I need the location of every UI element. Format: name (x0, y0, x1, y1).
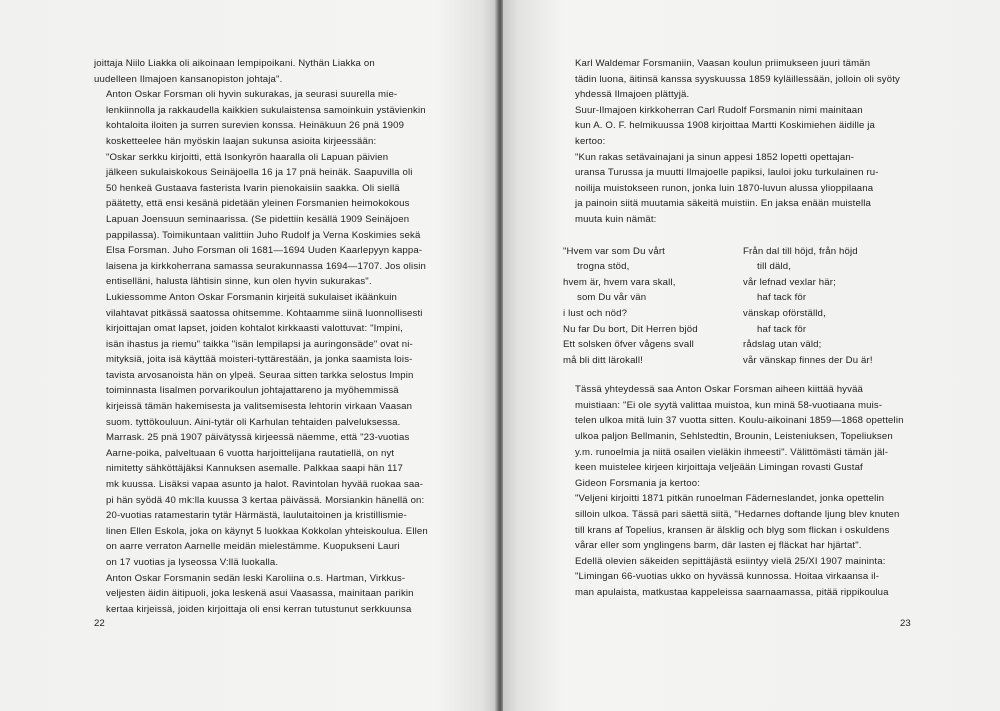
text-line: kertoo: (575, 135, 606, 147)
right-page-text (563, 56, 909, 601)
poem-line: rådslag utan väld; (743, 339, 822, 351)
text-line: mk kuussa. Lisäksi vapaa asunto ja halot. Ravintolan hyvää ruokaa saa- (106, 479, 424, 491)
text-line: telen ulkoa mitä luin 37 vuotta sitten. Koulu-aikoinani 1859—1868 opettelin (575, 415, 904, 427)
text-line: noilija muistokseen runon, jonka luin 1870-luvun alussa ylioppilaana (575, 182, 874, 194)
paragraph (563, 554, 909, 601)
paragraph (563, 150, 909, 228)
text-line: laisena ja kirkkoherrana samassa seurakunnassa 1694—1707. Jos olisin (106, 260, 427, 272)
paragraph (94, 56, 446, 87)
text-line: Tässä yhteydessä saa Anton Oskar Forsman aiheen kiittää hyvää (575, 384, 864, 396)
text-line: nimitetty sähköttäjäksi Kannuksen asemalle. Palkkaa saapi hän 117 (106, 463, 404, 475)
text-line: Elsa Forsman. Juho Forsman oli 1681—1694 Uuden Kaarlepyyn kappa- (106, 245, 423, 257)
paragraph (94, 571, 446, 618)
left-page-text (94, 56, 446, 617)
text-line: on aarre verraton Aarnelle meidän mielestämme. Kuopukseni Lauri (106, 541, 400, 553)
poem-right-column (743, 244, 909, 369)
text-line: entiselläni, halusta lähtisin sinne, kun olen hyvin sukurakas". (106, 276, 372, 288)
text-line: Gideon Forsmania ja kertoo: (575, 477, 701, 489)
text-line: Karl Waldemar Forsmaniin, Vaasan koulun priimukseen juuri tämän (575, 58, 871, 69)
text-line: man apulaista, matkustaa kappeleissa saarnaamassa, pitää rippikoulua (575, 587, 889, 598)
text-line: tädin luona, äitinsä kanssa syyskuussa 1859 kyläillessään, jolloin oli syöty (575, 73, 900, 85)
poem-line: till däld, (757, 261, 792, 273)
poem-line: vår lefnad vexlar här; (743, 276, 836, 288)
text-line: Edellä olevien säkeiden sepittäjästä esiintyy vielä 25/XI 1907 maininta: (575, 555, 886, 567)
text-line: vilahtavat pitkässä saatossa ohitsemme. Kohtaamme siinä luonnollisesti (106, 307, 423, 319)
paragraph (563, 491, 909, 553)
poem (563, 244, 909, 369)
paragraph (563, 56, 909, 103)
text-line: y.m. runoelmia ja niitä osailen vieläkin ihmeesti". Välittömästi tämän jäl- (575, 446, 889, 458)
poem-line: haf tack för (757, 292, 807, 304)
text-line: vårar eller som ynglingens barm, där lasten ej fläckat har hjärtat". (575, 540, 862, 552)
right-text-before-poem (563, 56, 909, 228)
text-line: Marrask. 25 pnä 1907 päivätyssä kirjeessä näemme, että "23-vuotias (106, 432, 410, 444)
text-line: Aarne-poika, palveltuaan 6 vuotta harjoittelijana rautatiellä, on nyt (106, 447, 395, 459)
text-line: kertaa kirjeissä, joiden kirjoittaja oli ensi kerran tutustunut serkkuunsa (106, 603, 412, 615)
text-line: "Oskar serkku kirjoitti, että Isonkyrön haaralla oli Lapuan päivien (106, 151, 389, 163)
text-line: mityksiä, joita isä käyttää moisteri-tyttärestään, ja jonka saamista lois- (106, 354, 413, 366)
text-line: uudelleen Ilmajoen kansanopiston johtaja". (94, 73, 283, 85)
text-line: suom. tyttökouluun. Aini-tytär oli Karhulan tehtaiden palveluksessa. (106, 416, 401, 428)
text-line: kirjeissä tämän hakemisesta ja valitsemisesta lehtorin virkaan Vaasan (106, 401, 413, 413)
poem-line: hvem är, hvem vara skall, (563, 276, 676, 288)
text-line: Suur-Ilmajoen kirkkoherran Carl Rudolf Forsmanin nimi mainitaan (575, 104, 863, 116)
paragraph (563, 382, 909, 491)
text-line: Lukiessomme Anton Oskar Forsmanin kirjeitä sukulaiset ikäänkuin (106, 291, 397, 303)
text-line: pappilassa). Toimikuntaan valittiin Juho Rudolf ja Verna Koskimies sekä (106, 229, 421, 241)
text-line: kun A. O. F. helmikuussa 1908 kirjoittaa Martti Koskimiehen äidille ja (575, 120, 876, 132)
text-line: muuta kuin nämät: (575, 213, 657, 225)
text-line: jälkeen sukulaiskokous Seinäjoella 16 ja 17 pnä heinäk. Saapuvilla oli (106, 167, 413, 179)
text-line: isän ihastus ja riemu" taikka "isän lempilapsi ja auringonsäde" ovat ni- (106, 338, 413, 350)
text-line: Lapuan Joensuun seminaarissa. (Se pidettiin kesällä 1909 Seinäjoen (106, 213, 410, 225)
poem-line: Ett solsken öfver vågens svall (563, 339, 694, 351)
left-page-number: 22 (94, 618, 105, 629)
text-line: joittaja Niilo Liakka oli aikoinaan lempipoikani. Nythän Liakka on (94, 58, 375, 69)
text-line: silloin ulkoa. Tässä pari säettä siitä, "Hedarnes doftande ljung blev knuten (575, 509, 900, 521)
left-page (0, 0, 497, 711)
text-line: "Limingan 66-vuotias ukko on hyvässä kunnossa. Hoitaa virkaansa il- (575, 571, 880, 583)
text-line: uransa Turussa ja muutti Ilmajoelle papiksi, lauloi joku turkulainen ru- (575, 167, 879, 179)
poem-line: vänskap oförställd, (743, 307, 826, 319)
paragraph (94, 87, 446, 290)
right-text-after-poem (563, 382, 909, 600)
text-line: pi hän syödä 40 mk:lla kuussa 3 kertaa päivässä. Morsiankin hänellä on: (106, 494, 425, 506)
text-line: kosketteelee hän myöskin laajan sukunsa asioita kirjeessään: (106, 135, 377, 147)
poem-line: Från dal till höjd, från höjd (743, 245, 858, 257)
poem-line: vår vänskap finnes der Du är! (743, 354, 873, 366)
text-line: muistiaan: "Ei ole syytä valittaa muistoa, kun minä 58-vuotiaana muis- (575, 399, 883, 411)
poem-left-column (563, 244, 743, 369)
text-line: kohtaloita iloiten ja surren surevien konssa. Heinäkuun 26 pnä 1909 (106, 120, 405, 132)
text-line: tavista arvosanoista hän on ylpeä. Seuraa sitten tarkka selostus Impin (106, 369, 414, 381)
text-line: ja painoin siitä muutamia säkeitä muistiin. En jaksa enään muistella (575, 198, 872, 210)
text-line: Anton Oskar Forsmanin sedän leski Karoliina o.s. Hartman, Virkkus- (106, 572, 406, 584)
text-line: keen muistelee kirjeen kirjoittaja veljeään Limingan rovasti Gustaf (575, 462, 863, 474)
text-line: till krans af Topelius, kransen är älsklig och blyg som flickan i oskuldens (575, 524, 890, 536)
text-line: veljesten äidin äitipuoli, joka leskenä asui Vaasassa, mainitaan parikin (106, 588, 414, 600)
poem-line: som Du vår vän (577, 292, 647, 304)
text-line: yhdessä Ilmajoen plättyjä. (575, 89, 690, 101)
text-line: "Veljeni kirjoitti 1871 pitkän runoelman Fäderneslandet, jonka opettelin (575, 493, 885, 505)
text-line: toiminnasta Iisalmen porvarikoulun johtajattareno ja myöhemmissä (106, 385, 399, 397)
paragraph (94, 290, 446, 571)
text-line: Anton Oskar Forsman oli hyvin sukurakas, ja seurasi suurella mie- (106, 89, 398, 101)
text-line: 20-vuotias ratamestarin tytär Härmästä, laulutaitoinen ja kristillismie- (106, 510, 407, 522)
right-page-number: 23 (900, 618, 911, 629)
poem-line: trogna stöd, (577, 261, 630, 273)
text-line: ulkoa paljon Bellmanin, Sehlstedtin, Brounin, Leisteniuksen, Topeliuksen (575, 431, 893, 443)
text-line: päätetty, että ensi kesänä pidetään yleinen Forsmanien heimokokous (106, 198, 410, 210)
text-line: lenkiinnolla ja rakkaudella kaikkien sukulaistensa samoinkuin ystävienkin (106, 104, 426, 116)
text-line: on 17 vuotias ja lyseossa V:llä luokalla. (106, 557, 279, 568)
poem-line: haf tack för (757, 323, 807, 335)
paragraph (563, 103, 909, 150)
text-line: linen Ellen Eskola, joka on käynyt 5 luokkaa Kokkolan yhteiskoulua. Ellen (106, 525, 428, 537)
poem-line: Nu far Du bort, Dit Herren bjöd (563, 323, 698, 335)
right-page (503, 0, 1000, 711)
poem-line: i lust och nöd? (563, 307, 628, 319)
text-line: 50 henkeä Gustaava fasterista Ivarin pienokaisiin saakka. Oli siellä (106, 182, 400, 194)
poem-line: "Hvem var som Du vårt (563, 245, 665, 257)
text-line: kirjoittajan omat lapset, joiden kohtalot kirkkaasti valottuvat: "Impini, (106, 323, 403, 335)
text-line: "Kun rakas setävainajani ja sinun appesi 1852 lopetti opettajan- (575, 151, 855, 163)
poem-line: må bli ditt lärokall! (563, 354, 643, 366)
